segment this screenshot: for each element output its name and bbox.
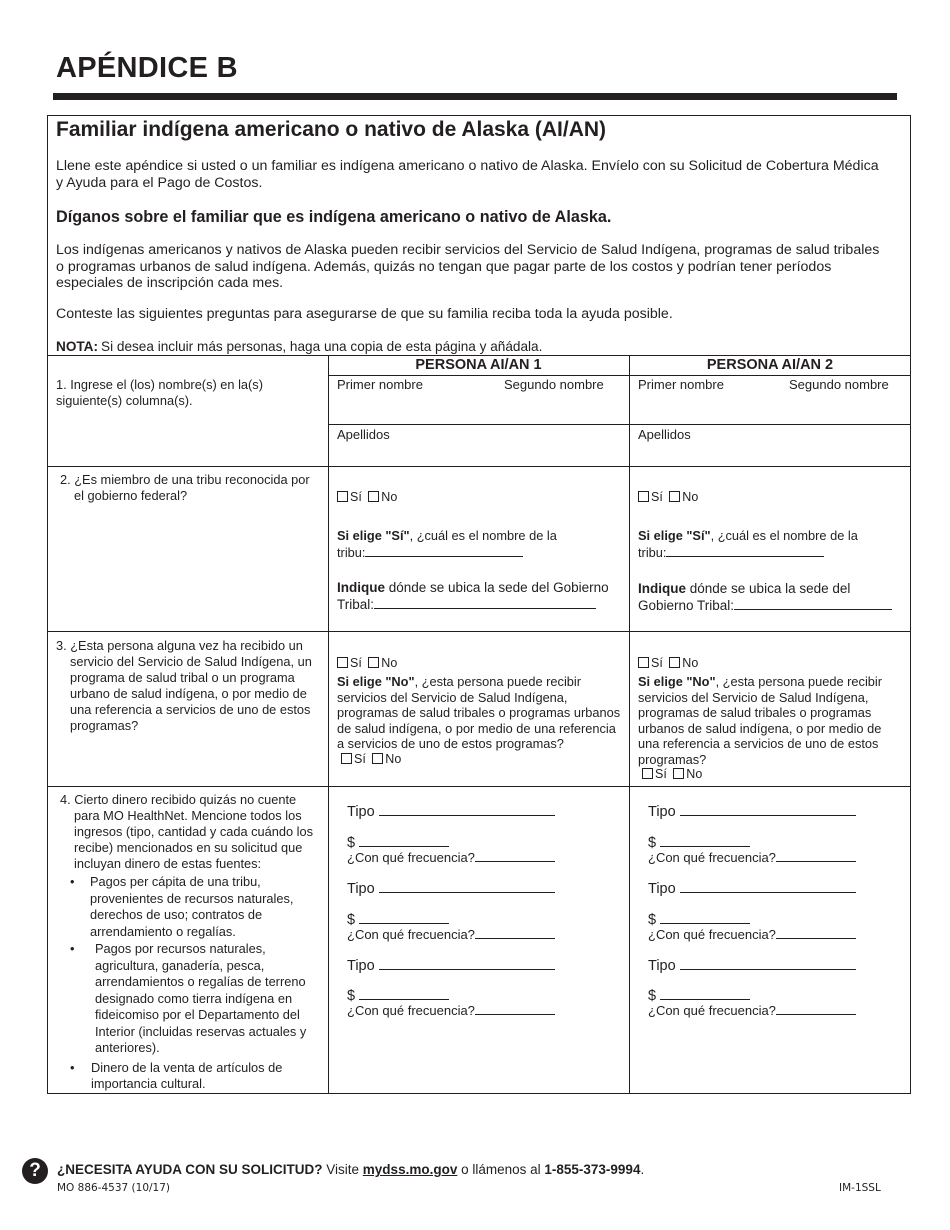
p2-ihs-no-checkbox[interactable] bbox=[669, 657, 680, 668]
p2-tribal-govt-field[interactable] bbox=[734, 597, 892, 610]
header-bottom-rule bbox=[328, 375, 911, 376]
p1-referral-yes-label: Sí bbox=[354, 752, 366, 766]
p1-dollar-label: $ bbox=[347, 912, 356, 928]
p1-type-field-3[interactable] bbox=[379, 957, 555, 970]
p2-last-name-field[interactable] bbox=[631, 443, 909, 465]
p1-tribe-label: tribu: bbox=[337, 544, 366, 560]
p1-indicate-rest: dónde se ubica la sede del Gobierno bbox=[385, 580, 609, 595]
p2-type-label: Tipo bbox=[648, 958, 676, 974]
p1-income-frequency-3 bbox=[347, 1003, 555, 1018]
p2-if-yes-rest: , ¿cuál es el nombre de la bbox=[710, 528, 858, 543]
p2-frequency-label: ¿Con qué frecuencia? bbox=[648, 927, 776, 942]
p2-referral-no-label: No bbox=[686, 767, 703, 781]
p2-member-options bbox=[638, 490, 698, 504]
p2-frequency-field-1[interactable] bbox=[776, 851, 856, 862]
website-link[interactable]: mydss.mo.gov bbox=[362, 1162, 458, 1177]
p2-income-type-1 bbox=[648, 803, 856, 820]
p1-type-field-1[interactable] bbox=[379, 803, 555, 816]
p2-ihs-yes-checkbox[interactable] bbox=[638, 657, 649, 668]
p1-amount-field-1[interactable] bbox=[359, 836, 449, 847]
p1-referral-no-label: No bbox=[385, 752, 402, 766]
phone-number: 1-855-373-9994 bbox=[544, 1162, 641, 1177]
p1-referral-no-checkbox[interactable] bbox=[372, 753, 383, 764]
p1-type-field-2[interactable] bbox=[379, 880, 555, 893]
p2-middle-name-label: Segundo nombre bbox=[789, 377, 889, 392]
p1-type-label: Tipo bbox=[347, 881, 375, 897]
help-period: . bbox=[640, 1162, 645, 1177]
p2-last-name-label: Apellidos bbox=[638, 427, 691, 442]
row2-bottom-rule bbox=[47, 631, 911, 632]
p1-referral-options bbox=[341, 752, 401, 766]
p1-tribal-govt-field[interactable] bbox=[374, 596, 596, 609]
row1-bottom-rule bbox=[47, 466, 911, 467]
p2-dollar-label: $ bbox=[648, 835, 657, 851]
p2-income-amount-3 bbox=[648, 988, 750, 1004]
p2-referral-yes-checkbox[interactable] bbox=[642, 768, 653, 779]
note bbox=[56, 339, 542, 354]
p1-income-type-1 bbox=[347, 803, 555, 820]
p2-first-name-field[interactable] bbox=[631, 393, 909, 423]
p1-member-no-label: No bbox=[381, 490, 398, 504]
section-title: Familiar indígena americano o nativo de Alaska (AI/AN) bbox=[56, 118, 607, 141]
p1-member-options bbox=[337, 490, 397, 504]
p1-if-yes-rest: , ¿cuál es el nombre de la bbox=[409, 528, 557, 543]
question-3-rest: servicio del Servicio de Salud Indígena, un programa de salud tribal o un programa urbano de salud indígena, o por medio de una referencia a servicios de uno de estos programas? bbox=[70, 654, 312, 733]
p2-type-field-1[interactable] bbox=[680, 803, 856, 816]
question-4-rest: para MO HealthNet. Mencione todos los ingresos (tipo, cantidad y cada cuándo los recibe) mencionados en su solicitud que incluyan dinero de estas fuentes: bbox=[74, 808, 314, 871]
p2-tribal-label: Gobierno Tribal: bbox=[638, 597, 735, 613]
question-2-line1: 2. ¿Es miembro de una tribu reconocida por bbox=[60, 472, 310, 487]
question-3-line1: 3. ¿Esta persona alguna vez ha recibido un bbox=[56, 638, 303, 653]
instructions-paragraph: Conteste las siguientes preguntas para asegurarse de que su familia reciba toda la ayuda posible. bbox=[56, 306, 673, 322]
question-3 bbox=[56, 638, 326, 734]
p2-if-no-bold: Si elige "No" bbox=[638, 674, 716, 689]
p2-referral-options bbox=[642, 767, 702, 781]
p2-if-no-rest: , ¿esta persona puede recibir servicios del Servicio de Salud Indígena, programas de salud tribales o programas urbanos de salud indígena, o por medio de una referencia a servicios de uno de estos programas? bbox=[638, 674, 883, 767]
help-call: o llámenos al bbox=[457, 1162, 545, 1177]
p1-frequency-label: ¿Con qué frecuencia? bbox=[347, 1003, 475, 1018]
p1-ihs-yes-label: Sí bbox=[350, 656, 362, 670]
p2-amount-field-3[interactable] bbox=[660, 989, 750, 1000]
p2-type-field-2[interactable] bbox=[680, 880, 856, 893]
p2-referral-no-checkbox[interactable] bbox=[673, 768, 684, 779]
p1-member-no-checkbox[interactable] bbox=[368, 491, 379, 502]
income-source-3: Dinero de la venta de artículos de importancia cultural. bbox=[91, 1059, 283, 1091]
question-icon: ? bbox=[22, 1158, 48, 1184]
p2-type-label: Tipo bbox=[648, 804, 676, 820]
income-source-2: Pagos por recursos naturales, agricultura, ganadería, pesca, arrendamientos o regalías de terreno designado como tierra indígena en fideicomiso por el Departamento del Interior (incluidas reservas actuales y anteriores). bbox=[95, 941, 307, 1055]
p2-frequency-field-2[interactable] bbox=[776, 928, 856, 939]
p2-member-yes-label: Sí bbox=[651, 490, 663, 504]
p1-amount-field-3[interactable] bbox=[359, 989, 449, 1000]
p1-income-frequency-2 bbox=[347, 927, 555, 942]
p1-indicate-bold: Indique bbox=[337, 580, 385, 595]
p2-dollar-label: $ bbox=[648, 988, 657, 1004]
p2-if-yes-bold: Si elige "Sí" bbox=[638, 528, 711, 543]
p2-indicate-bold: Indique bbox=[638, 581, 686, 596]
p2-member-yes-checkbox[interactable] bbox=[638, 491, 649, 502]
p2-frequency-field-3[interactable] bbox=[776, 1004, 856, 1015]
p2-amount-field-1[interactable] bbox=[660, 836, 750, 847]
p2-first-name-label: Primer nombre bbox=[638, 377, 724, 392]
p2-if-no-prompt bbox=[638, 674, 886, 767]
p1-last-name-label: Apellidos bbox=[337, 427, 390, 442]
p2-tribe-name-prompt bbox=[638, 528, 906, 560]
p2-tribe-name-field[interactable] bbox=[666, 544, 824, 557]
p2-amount-field-2[interactable] bbox=[660, 913, 750, 924]
row3-bottom-rule bbox=[47, 786, 911, 787]
p1-income-amount-2 bbox=[347, 912, 449, 928]
income-source-1: Pagos per cápita de una tribu, provenientes de recursos naturales, derechos de uso; contratos de arrendamiento o regalías. bbox=[90, 874, 294, 939]
p2-ihs-yes-label: Sí bbox=[651, 656, 663, 670]
p2-frequency-label: ¿Con qué frecuencia? bbox=[648, 1003, 776, 1018]
p1-if-yes-bold: Si elige "Sí" bbox=[337, 528, 410, 543]
list-item: • Pagos por recursos naturales, agricultura, ganadería, pesca, arrendamientos o regalías de terreno designado como tierra indígena en fideicomiso por el Departamento del Interior (incluidas reservas actuales y anteriores). bbox=[70, 941, 320, 1057]
p1-last-name-field[interactable] bbox=[330, 443, 627, 465]
p1-ihs-no-checkbox[interactable] bbox=[368, 657, 379, 668]
p1-if-no-bold: Si elige "No" bbox=[337, 674, 415, 689]
help-visit: Visite bbox=[322, 1162, 363, 1177]
p1-if-no-prompt bbox=[337, 674, 621, 752]
p1-frequency-label: ¿Con qué frecuencia? bbox=[347, 850, 475, 865]
question-4-line1: 4. Cierto dinero recibido quizás no cuente bbox=[60, 792, 297, 807]
intro-text: Llene este apéndice si usted o un familiar es indígena americano o nativo de Alaska. Envíelo con su Solicitud de Cobertura Médica y Ayuda para el Pago de Costos. bbox=[56, 158, 879, 191]
p2-income-frequency-2 bbox=[648, 927, 856, 942]
col-header-person-2: PERSONA AI/AN 2 bbox=[706, 357, 834, 373]
p2-ihs-no-label: No bbox=[682, 656, 699, 670]
p1-ihs-options bbox=[337, 656, 397, 670]
page-title: APÉNDICE B bbox=[56, 52, 238, 84]
question-1: 1. Ingrese el (los) nombre(s) en la(s) siguiente(s) columna(s). bbox=[56, 377, 263, 408]
p1-member-yes-checkbox[interactable] bbox=[337, 491, 348, 502]
note-text: Si desea incluir más personas, haga una copia de esta página y añádala. bbox=[101, 339, 543, 354]
p1-frequency-field-2[interactable] bbox=[475, 928, 555, 939]
p1-frequency-field-3[interactable] bbox=[475, 1004, 555, 1015]
p1-tribe-name-prompt bbox=[337, 528, 622, 560]
p1-type-label: Tipo bbox=[347, 804, 375, 820]
help-heading: ¿NECESITA AYUDA CON SU SOLICITUD? bbox=[57, 1162, 323, 1177]
form-code: IM-1SSL bbox=[839, 1182, 881, 1194]
p1-income-type-3 bbox=[347, 957, 555, 974]
income-sources-list bbox=[70, 874, 320, 1093]
title-rule bbox=[53, 93, 897, 100]
p2-dollar-label: $ bbox=[648, 912, 657, 928]
p1-amount-field-2[interactable] bbox=[359, 913, 449, 924]
p1-income-frequency-1 bbox=[347, 850, 555, 865]
p1-first-name-label: Primer nombre bbox=[337, 377, 423, 392]
p2-income-type-2 bbox=[648, 880, 856, 897]
p2-tribe-label: tribu: bbox=[638, 544, 667, 560]
p2-income-amount-2 bbox=[648, 912, 750, 928]
p1-if-no-rest: , ¿esta persona puede recibir servicios del Servicio de Salud Indígena, programas de salud tribales o programas urbanos de salud indígena, o por medio de una referencia a servicios de uno de estos programas? bbox=[337, 674, 621, 751]
p2-frequency-label: ¿Con qué frecuencia? bbox=[648, 850, 776, 865]
table-top-rule bbox=[47, 355, 911, 356]
p1-frequency-label: ¿Con qué frecuencia? bbox=[347, 927, 475, 942]
p2-referral-yes-label: Sí bbox=[655, 767, 667, 781]
p1-tribal-govt-prompt bbox=[337, 580, 625, 612]
p2-income-type-3 bbox=[648, 957, 856, 974]
p1-income-amount-1 bbox=[347, 835, 449, 851]
p1-member-yes-label: Sí bbox=[350, 490, 362, 504]
p1-type-label: Tipo bbox=[347, 958, 375, 974]
p2-tribal-govt-prompt bbox=[638, 581, 906, 613]
p2-income-frequency-3 bbox=[648, 1003, 856, 1018]
p1-first-name-field[interactable] bbox=[330, 393, 627, 423]
question-2 bbox=[60, 472, 325, 504]
subheading: Díganos sobre el familiar que es indígena americano o nativo de Alaska. bbox=[56, 208, 612, 226]
p1-dollar-label: $ bbox=[347, 988, 356, 1004]
name-row-divider bbox=[328, 424, 911, 425]
col-header-person-1: PERSONA AI/AN 1 bbox=[415, 357, 542, 373]
question-4 bbox=[60, 792, 322, 872]
p1-tribe-name-field[interactable] bbox=[365, 544, 523, 557]
p1-income-type-2 bbox=[347, 880, 555, 897]
p1-middle-name-label: Segundo nombre bbox=[504, 377, 604, 392]
list-item: • Pagos per cápita de una tribu, provenientes de recursos naturales, derechos de uso; contratos de arrendamiento o regalías. bbox=[70, 874, 320, 940]
p2-member-no-checkbox[interactable] bbox=[669, 491, 680, 502]
info-paragraph: Los indígenas americanos y nativos de Alaska pueden recibir servicios del Servicio de Salud Indígena, programas de salud tribales o programas urbanos de salud indígena. Además, quizás no tengan que pagar parte de los costos y podrían tener períodos especiales de inscripción cada mes. bbox=[56, 242, 880, 291]
p2-ihs-options bbox=[638, 656, 698, 670]
help-line bbox=[57, 1162, 644, 1177]
p1-dollar-label: $ bbox=[347, 835, 356, 851]
p1-tribal-label: Tribal: bbox=[337, 596, 375, 612]
p2-income-amount-1 bbox=[648, 835, 750, 851]
p1-income-amount-3 bbox=[347, 988, 449, 1004]
p2-member-no-label: No bbox=[682, 490, 699, 504]
p2-type-label: Tipo bbox=[648, 881, 676, 897]
list-item: • Dinero de la venta de artículos de importancia cultural. bbox=[70, 1060, 320, 1093]
p2-type-field-3[interactable] bbox=[680, 957, 856, 970]
p2-indicate-rest: dónde se ubica la sede del bbox=[686, 581, 851, 596]
p1-referral-yes-checkbox[interactable] bbox=[341, 753, 352, 764]
p2-income-frequency-1 bbox=[648, 850, 856, 865]
note-label: NOTA: bbox=[56, 339, 99, 354]
p1-ihs-yes-checkbox[interactable] bbox=[337, 657, 348, 668]
p1-frequency-field-1[interactable] bbox=[475, 851, 555, 862]
form-number: MO 886-4537 (10/17) bbox=[57, 1182, 171, 1194]
p1-ihs-no-label: No bbox=[381, 656, 398, 670]
question-2-line2: el gobierno federal? bbox=[74, 488, 188, 503]
